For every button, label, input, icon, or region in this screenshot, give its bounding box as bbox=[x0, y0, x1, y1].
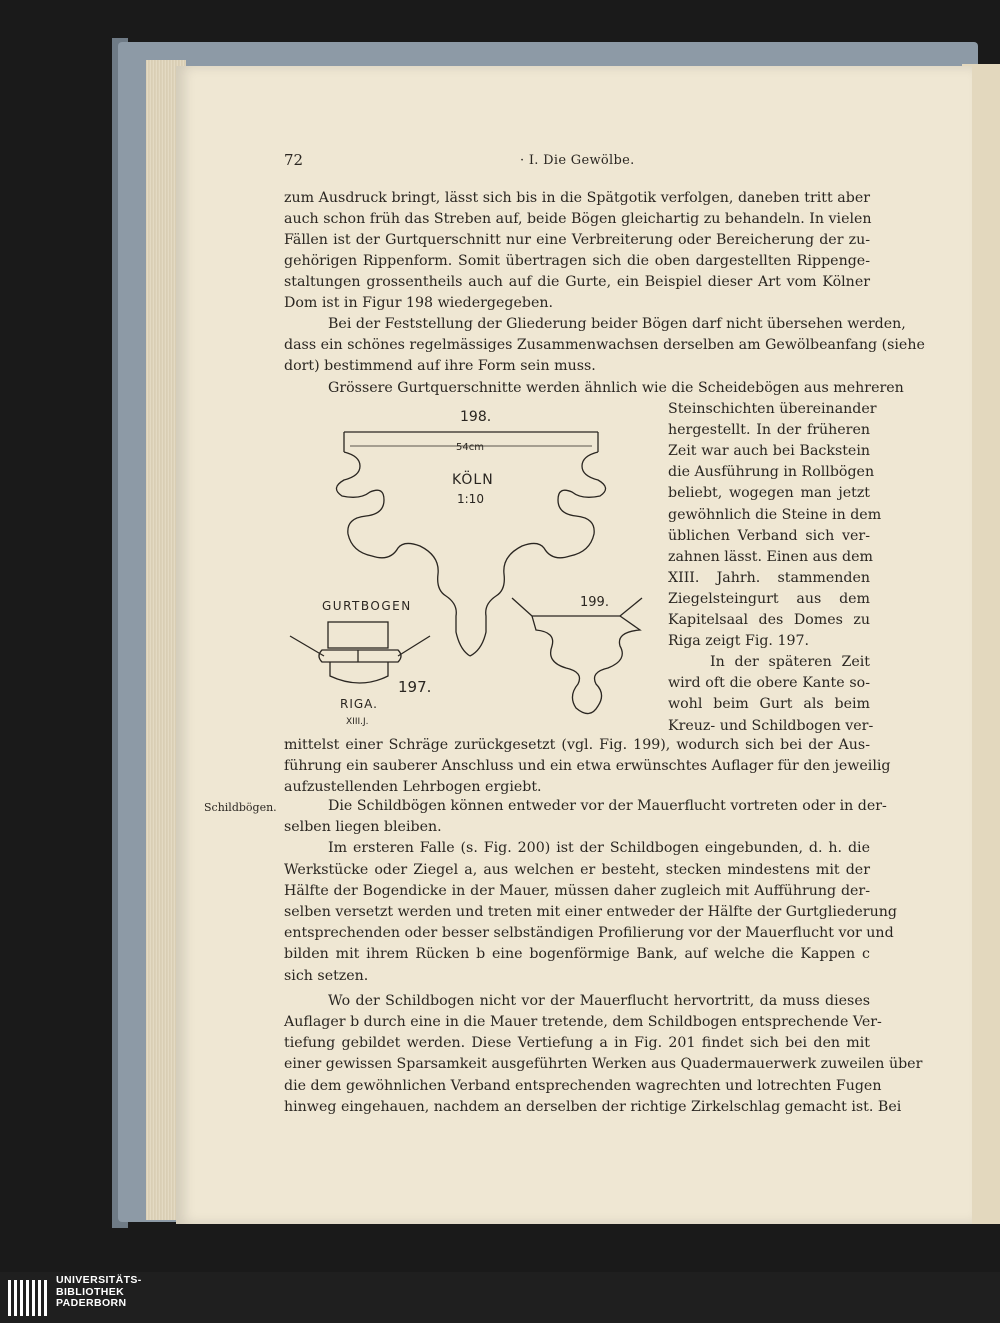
text-line: Riga zeigt Fig. 197. bbox=[668, 633, 810, 650]
text-line: wird oft die obere Kante so- bbox=[668, 675, 870, 692]
text-line: staltungen grossentheils auch auf die Gurte, ein Beispiel dieser Art vom Kölner bbox=[284, 273, 870, 290]
text-line: zahnen lässt. Einen aus dem bbox=[668, 548, 873, 565]
library-logo-text bbox=[56, 1275, 142, 1310]
text-line: Kapitelsaal des Domes zu bbox=[668, 612, 870, 628]
text-line: Auflager b durch eine in die Mauer tretende, dem Schildbogen entsprechende Ver- bbox=[284, 1014, 882, 1030]
text-line: einer gewissen Sparsamkeit ausgeführten Werken aus Quadermauerwerk zuweilen über bbox=[284, 1056, 923, 1073]
fig198-scale: 1:10 bbox=[457, 492, 484, 506]
fig199-number: 199. bbox=[580, 595, 609, 610]
text-line: Zeit war auch bei Backstein bbox=[668, 443, 870, 460]
text-line: Kreuz- und Schildbogen ver- bbox=[668, 717, 874, 734]
text-line: sich setzen. bbox=[284, 967, 369, 984]
text-line: XIII. Jahrh. stammenden bbox=[668, 569, 870, 586]
fig197-number: 197. bbox=[398, 678, 432, 696]
text-line: üblichen Verband sich ver- bbox=[668, 527, 870, 544]
text-line: Werkstücke oder Ziegel a, aus welchen er besteht, stecken mindestens mit der bbox=[284, 861, 870, 878]
logo-line-3: PADERBORN bbox=[56, 1297, 127, 1309]
fig198-place: KÖLN bbox=[452, 472, 494, 488]
text-line: Steinschichten übereinander bbox=[668, 401, 877, 417]
text-line: aufzustellenden Lehrbogen ergiebt. bbox=[284, 779, 542, 795]
page-number: 72 bbox=[284, 151, 304, 169]
text-line: wohl beim Gurt als beim bbox=[668, 696, 870, 713]
text-line: führung ein sauberer Anschluss und ein etwa erwünschtes Auflager für den jeweilig bbox=[284, 758, 891, 774]
text-line: Im ersteren Falle (s. Fig. 200) ist der Schildbogen eingebunden, d. h. die bbox=[328, 840, 870, 857]
text-line: selben liegen bleiben. bbox=[284, 819, 442, 836]
text-line: gehörigen Rippenform. Somit übertragen sich die oben dargestellten Rippenge- bbox=[284, 252, 870, 269]
running-head: · I. Die Gewölbe. bbox=[520, 153, 635, 168]
margin-note: Schildbögen. bbox=[204, 801, 277, 814]
fig197-place: RIGA. bbox=[340, 697, 378, 711]
text-line: zum Ausdruck bringt, lässt sich bis in die Spätgotik verfolgen, daneben tritt aber bbox=[284, 190, 870, 206]
text-line: Hälfte der Bogendicke in der Mauer, müssen daher zugleich mit Aufführung der- bbox=[284, 882, 870, 899]
text-line: hergestellt. In der früheren bbox=[668, 422, 870, 439]
text-line: die Ausführung in Rollbögen bbox=[668, 464, 875, 481]
text-line: Wo der Schildbogen nicht vor der Mauerflucht hervortritt, da muss dieses bbox=[328, 992, 870, 1009]
text-line: beliebt, wogegen man jetzt bbox=[668, 485, 870, 502]
text-line: Fällen ist der Gurtquerschnitt nur eine Verbreiterung oder Bereicherung der zu- bbox=[284, 231, 870, 248]
fig197-title: GURTBOGEN bbox=[322, 599, 412, 613]
text-line: mittelst einer Schräge zurückgesetzt (vgl. Fig. 199), wodurch sich bei der Aus- bbox=[284, 737, 870, 753]
text-line: Bei der Feststellung der Gliederung beider Bögen darf nicht übersehen werden, bbox=[328, 316, 906, 332]
text-line: Die Schildbögen können entweder vor der Mauerflucht vortreten oder in der- bbox=[328, 798, 887, 814]
text-line: Grössere Gurtquerschnitte werden ähnlich wie die Scheidebögen aus mehreren bbox=[328, 379, 904, 396]
text-line: Ziegelsteingurt aus dem bbox=[668, 590, 870, 607]
fig198-number: 198. bbox=[460, 409, 492, 425]
fig198-dimension: 54cm bbox=[456, 442, 484, 453]
text-line: auch schon früh das Streben auf, beide Bögen gleichartig zu behandeln. In vielen bbox=[284, 210, 872, 227]
footer-bar bbox=[0, 1272, 1000, 1323]
text-line: dass ein schönes regelmässiges Zusammenwachsen derselben am Gewölbeanfang (siehe bbox=[284, 337, 925, 354]
logo-line-2: BIBLIOTHEK bbox=[56, 1285, 125, 1298]
text-line: hinweg eingehauen, nachdem an derselben der richtige Zirkelschlag gemacht ist. Bei bbox=[284, 1098, 902, 1115]
text-line: Dom ist in Figur 198 wiedergegeben. bbox=[284, 294, 553, 311]
text-line: gewöhnlich die Steine in dem bbox=[668, 506, 882, 523]
logo-line-1: UNIVERSITÄTS- bbox=[56, 1274, 142, 1286]
library-logo-icon bbox=[8, 1276, 50, 1320]
fig197-century: XIII.J. bbox=[346, 717, 369, 727]
text-line: In der späteren Zeit bbox=[710, 654, 870, 671]
text-line: selben versetzt werden und treten mit einer entweder der Hälfte der Gurtgliederung bbox=[284, 904, 897, 920]
text-line: tiefung gebildet werden. Diese Vertiefung a in Fig. 201 findet sich bei den mit bbox=[284, 1035, 870, 1052]
text-line: dort) bestimmend auf ihre Form sein muss. bbox=[284, 358, 596, 375]
text-line: bilden mit ihrem Rücken b eine bogenförmige Bank, auf welche die Kappen c bbox=[284, 946, 870, 963]
text-line: entsprechenden oder besser selbständigen Profilierung vor der Mauerflucht vor und bbox=[284, 925, 894, 942]
text-line: die dem gewöhnlichen Verband entsprechenden wagrechten und lotrechten Fugen bbox=[284, 1077, 882, 1094]
